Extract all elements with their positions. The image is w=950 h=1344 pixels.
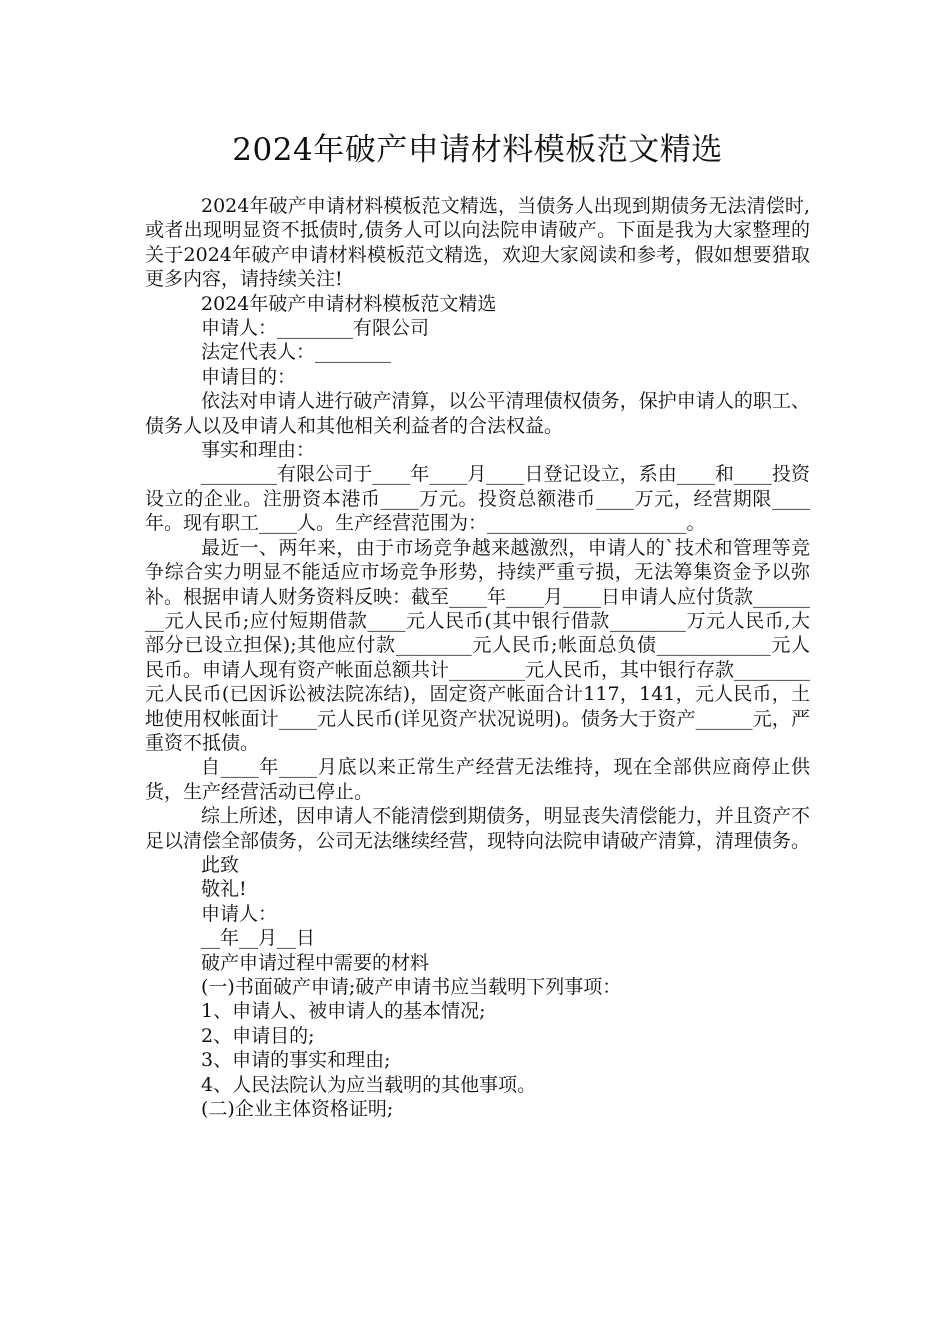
applicant-line: 申请人：________有限公司 [201, 317, 430, 340]
materials-subitem-1: 1、申请人、被申请人的基本情况; [201, 1000, 486, 1023]
materials-subitem-4: 4、人民法院认为应当载明的其他事项。 [201, 1073, 537, 1096]
subtitle-line: 2024年破产申请材料模板范文精选 [201, 292, 497, 315]
signature-applicant-line: 申请人： [201, 902, 278, 925]
financial-status-paragraph: 最近一、两年来，由于市场竞争越来越激烈，申请人的`技术和管理等竞争综合实力明显不能适应市场竞争形势，持续严重亏损，无法筹集资金予以弥补。根据申请人财务资料反映：截至____年____月____日申请人应付货款________元人民币;应付短期借款____元人民币(其中银行借款________万元人民币,大部分已设立担保);其他应付款________元人民币;帐面总负债____________元人民币。申请人现有资产帐面总额共计________元人民币，其中银行存款________元人民币(已因诉讼被法院冻结)，固定资产帐面合计117，141，元人民币，土地使用权帐面计____元人民币(详见资产状况说明)。债务大于资产______元，严重资不抵债。 [145, 536, 811, 754]
salutation-line: 敬礼! [201, 878, 247, 901]
document-title: 2024年破产申请材料模板范文精选 [232, 132, 723, 168]
materials-item-1: (一)书面破产申请;破产申请书应当载明下列事项： [201, 976, 622, 998]
materials-item-2: (二)企业主体资格证明; [201, 1098, 394, 1121]
materials-heading: 破产申请过程中需要的材料 [201, 951, 430, 974]
facts-heading: 事实和理由： [201, 439, 316, 462]
purpose-heading: 申请目的： [201, 365, 297, 388]
conclusion-paragraph: 综上所述，因申请人不能清偿到期债务，明显丧失清偿能力，并且资产不足以清偿全部债务，公司无法继续经营，现特向法院申请破产清算，清理债务。 [145, 805, 811, 852]
materials-subitem-3: 3、申请的事实和理由; [201, 1049, 391, 1072]
document-page [145, 122, 810, 1121]
closing-line: 此致 [201, 853, 240, 876]
materials-subitem-2: 2、申请目的; [201, 1024, 315, 1047]
intro-paragraph: 2024年破产申请材料模板范文精选，当债务人出现到期债务无法清偿时,或者出现明显资不抵债时,债务人可以向法院申请破产。下面是我为大家整理的关于2024年破产申请材料模板范文精选，欢迎大家阅读和参考，假如想要猎取更多内容，请持续关注! [145, 195, 810, 291]
purpose-paragraph: 依法对申请人进行破产清算，以公平清理债权债务，保护申请人的职工、债务人以及申请人和其他相关利益者的合法权益。 [145, 390, 810, 437]
company-info-paragraph: ________有限公司于____年____月____日登记设立，系由____和____投资设立的企业。注册资本港币____万元。投资总额港币____万元，经营期限____年。现有职工____人。生产经营范围为：_____________________。 [145, 463, 810, 535]
operations-stopped-paragraph: 自____年____月底以来正常生产经营无法维持，现在全部供应商停止供货，生产经营活动已停止。 [145, 756, 810, 803]
legal-representative-line: 法定代表人：________ [201, 341, 392, 364]
date-line: __年__月__日 [201, 927, 316, 950]
